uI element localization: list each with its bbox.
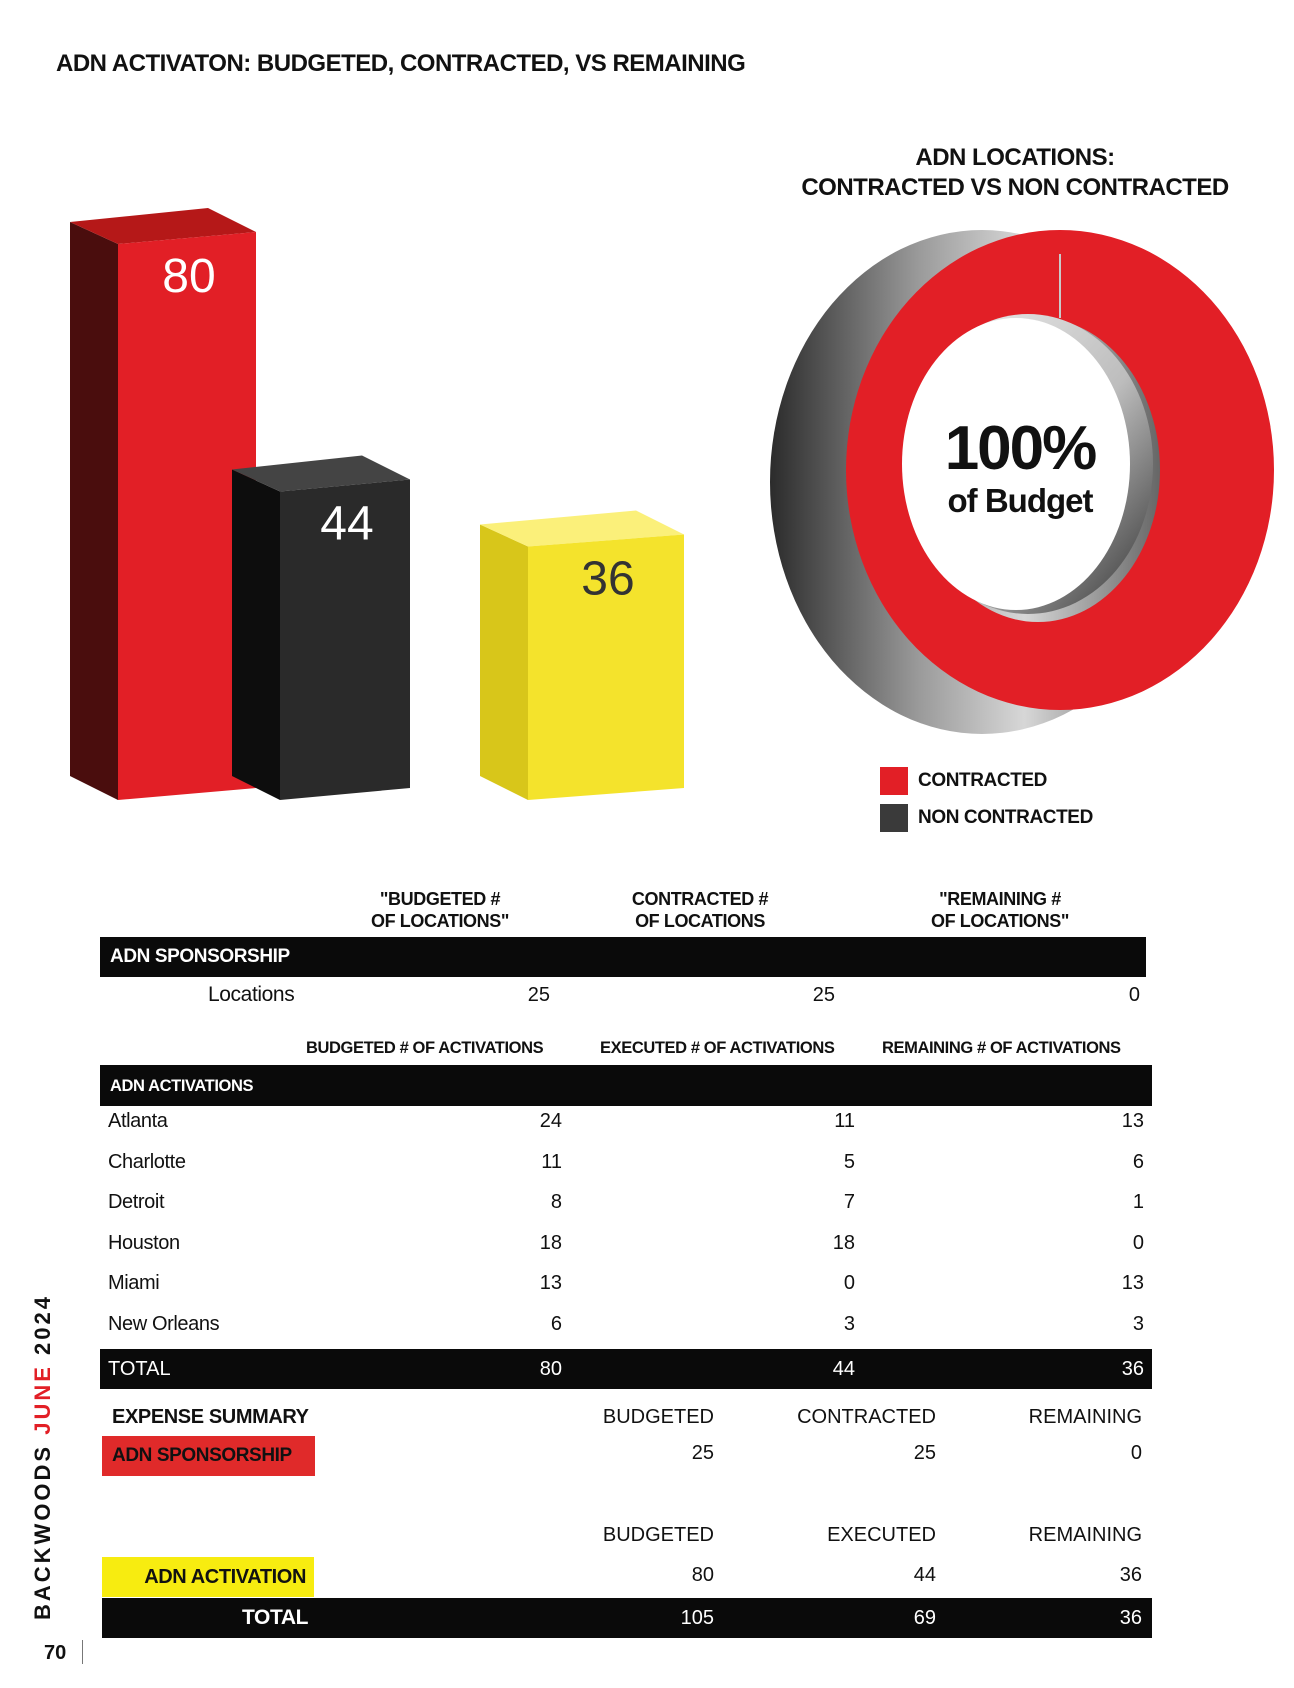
expense-summary-title: EXPENSE SUMMARY (112, 1406, 309, 1428)
activations-total-budgeted: 80 (539, 1358, 562, 1380)
activation-budgeted-value: 18 (539, 1232, 562, 1254)
bar-value-label: 36 (581, 552, 635, 606)
page-title: ADN ACTIVATON: BUDGETED, CONTRACTED, VS REMAINING (56, 50, 746, 77)
activation-bar-chart (40, 110, 720, 810)
donut-legend (880, 762, 1093, 836)
activations-header-budgeted: BUDGETED # OF ACTIVATIONS (306, 1039, 544, 1057)
activation-budgeted-value: 8 (550, 1191, 562, 1213)
expense-header2-budgeted: BUDGETED (602, 1524, 714, 1546)
activation-city-label: Detroit (108, 1191, 165, 1213)
sponsorship-section-bar (100, 937, 1146, 977)
side-label-main: BACKWOODS (30, 1434, 55, 1620)
expense-total-budgeted: 105 (680, 1607, 714, 1629)
activation-remaining-value: 1 (1132, 1191, 1144, 1213)
expense-activation-remaining: 36 (1119, 1564, 1142, 1586)
activation-city-label: Charlotte (108, 1151, 186, 1173)
expense-total-row (102, 1598, 1152, 1638)
bar-side-face (70, 222, 118, 800)
activation-city-label: Houston (108, 1232, 180, 1254)
donut-center-label (900, 414, 1140, 519)
bar-side-face (480, 525, 528, 801)
legend-swatch-non-contracted (880, 804, 908, 832)
activation-budgeted-value: 6 (550, 1313, 562, 1335)
sponsorship-header-remaining (880, 888, 1120, 932)
activation-executed-value: 11 (834, 1110, 855, 1132)
legend-swatch-contracted (880, 767, 908, 795)
expense-sponsorship-label-box (102, 1436, 315, 1476)
activation-remaining-value: 3 (1132, 1313, 1144, 1335)
header-line: OF LOCATIONS" (931, 911, 1069, 931)
header-line: OF LOCATIONS (635, 911, 765, 931)
header-line: "BUDGETED # (379, 889, 501, 909)
expense-total-label: TOTAL (242, 1606, 309, 1629)
bar-1 (70, 208, 256, 800)
donut-center-sublabel: of Budget (947, 482, 1093, 519)
activation-city-label: Miami (108, 1272, 160, 1294)
activation-remaining-value: 6 (1132, 1151, 1144, 1173)
activation-executed-value: 3 (843, 1313, 855, 1335)
activation-budgeted-value: 11 (541, 1151, 562, 1173)
activations-header-remaining: REMAINING # OF ACTIVATIONS (882, 1039, 1121, 1057)
side-label-year: 2024 (30, 1294, 55, 1365)
activations-section-label: ADN ACTIVATIONS (110, 1077, 254, 1095)
expense-header2-remaining: REMAINING (1028, 1524, 1142, 1546)
bar-value-label: 80 (162, 250, 216, 303)
activation-city-label: Atlanta (108, 1110, 168, 1132)
activation-city-label: New Orleans (108, 1313, 220, 1335)
bar-value-label: 44 (320, 497, 374, 551)
bar-side-face (232, 470, 280, 801)
legend-item-non-contracted (880, 799, 1093, 836)
expense-activation-budgeted: 80 (691, 1564, 714, 1586)
activations-total-executed: 44 (832, 1358, 855, 1380)
sponsorship-row-label: Locations (208, 983, 295, 1006)
expense-total-executed: 69 (913, 1607, 936, 1629)
sponsorship-section-label: ADN SPONSORSHIP (110, 946, 290, 967)
activation-remaining-value: 0 (1132, 1232, 1144, 1254)
activation-budgeted-value: 13 (539, 1272, 562, 1294)
legend-label-contracted: CONTRACTED (918, 769, 1047, 791)
activation-remaining-value: 13 (1121, 1110, 1144, 1132)
expense-total-remaining: 36 (1119, 1607, 1142, 1629)
page-number: 70 (44, 1642, 67, 1664)
expense-header-budgeted: BUDGETED (602, 1406, 714, 1428)
header-line: "REMAINING # (939, 889, 1061, 909)
expense-header-contracted: CONTRACTED (797, 1406, 936, 1428)
activation-remaining-value: 13 (1121, 1272, 1144, 1294)
expense-header2-executed: EXECUTED (827, 1524, 936, 1546)
sponsorship-budgeted-value: 25 (527, 984, 550, 1006)
sponsorship-remaining-value: 0 (1128, 984, 1140, 1006)
activation-executed-value: 7 (843, 1191, 855, 1213)
page-number-divider (82, 1640, 83, 1664)
header-line: OF LOCATIONS" (371, 911, 509, 931)
bar-3 (480, 511, 684, 801)
sponsorship-contracted-value: 25 (812, 984, 835, 1006)
activation-executed-value: 5 (843, 1151, 855, 1173)
expense-activation-label-box (102, 1557, 314, 1597)
header-line: CONTRACTED # (631, 889, 769, 909)
donut-center-percent: 100% (944, 414, 1096, 483)
expense-activation-label: ADN ACTIVATION (144, 1566, 306, 1588)
legend-label-non-contracted: NON CONTRACTED (918, 806, 1093, 828)
activation-executed-value: 0 (843, 1272, 855, 1294)
sponsorship-header-budgeted (330, 888, 550, 932)
activation-budgeted-value: 24 (539, 1110, 562, 1132)
expense-sponsorship-remaining: 0 (1130, 1442, 1142, 1464)
activations-header-executed: EXECUTED # OF ACTIVATIONS (600, 1039, 835, 1057)
expense-sponsorship-label: ADN SPONSORSHIP (112, 1445, 292, 1466)
activations-total-row (100, 1349, 1152, 1389)
activations-section-bar (100, 1065, 1152, 1106)
donut-title-line2: CONTRACTED VS NON CONTRACTED (801, 174, 1229, 201)
activations-total-remaining: 36 (1121, 1358, 1144, 1380)
expense-header-remaining: REMAINING (1028, 1406, 1142, 1428)
side-label-accent: JUNE (30, 1364, 55, 1435)
sponsorship-header-contracted (590, 888, 810, 932)
activation-executed-value: 18 (832, 1232, 855, 1254)
legend-item-contracted (880, 762, 1093, 799)
expense-sponsorship-contracted: 25 (913, 1442, 936, 1464)
expense-sponsorship-budgeted: 25 (691, 1442, 714, 1464)
donut-chart-title (790, 143, 1240, 203)
bar-2 (232, 456, 410, 801)
donut-title-line1: ADN LOCATIONS: (915, 144, 1115, 171)
magazine-side-label (30, 1294, 56, 1620)
activations-total-label: TOTAL (108, 1358, 171, 1380)
expense-activation-executed: 44 (913, 1564, 936, 1586)
